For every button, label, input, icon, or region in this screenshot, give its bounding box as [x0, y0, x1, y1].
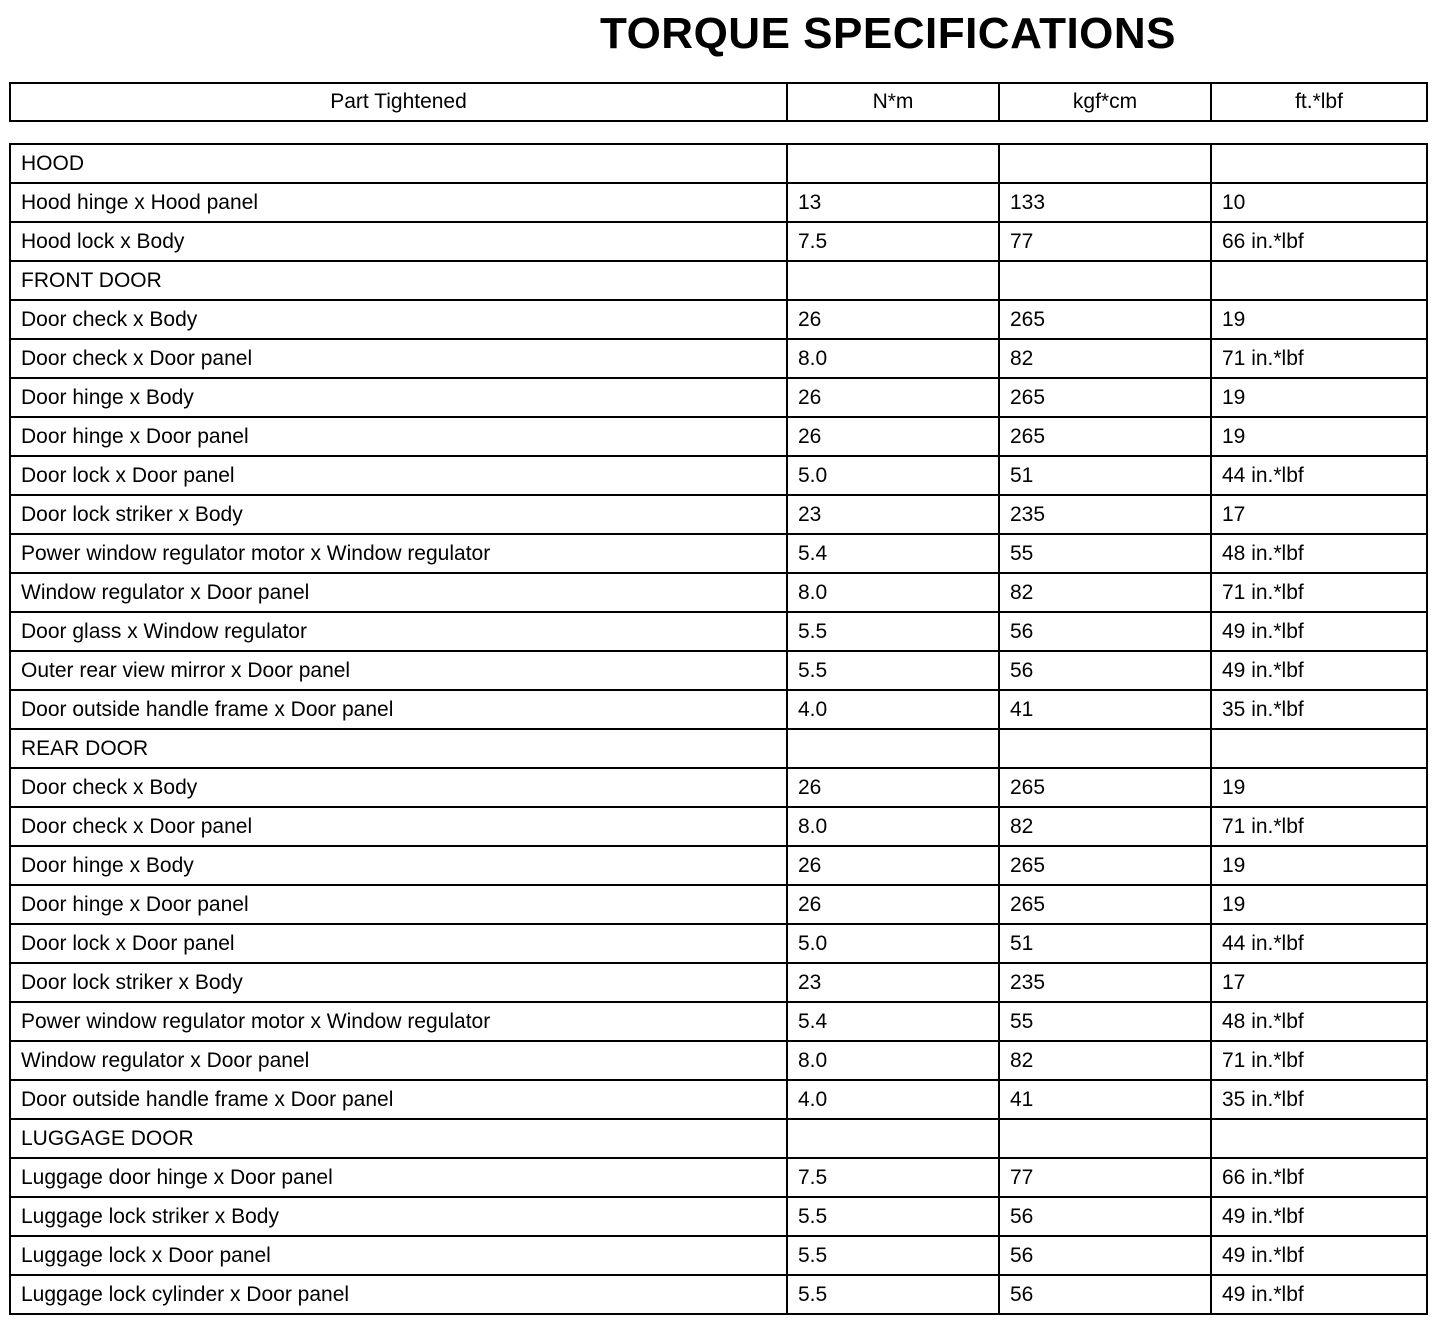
nm-cell: 5.4 [787, 534, 999, 573]
table-row [10, 885, 1427, 924]
kgf-cell: 82 [999, 573, 1211, 612]
nm-cell: 26 [787, 378, 999, 417]
ft-cell: 19 [1211, 300, 1427, 339]
part-cell: Power window regulator motor x Window regulator [10, 534, 787, 573]
nm-cell: 7.5 [787, 1158, 999, 1197]
ft-cell: 10 [1211, 183, 1427, 222]
nm-cell: 8.0 [787, 1041, 999, 1080]
table-row [10, 690, 1427, 729]
part-cell: Door outside handle frame x Door panel [10, 690, 787, 729]
nm-cell: 8.0 [787, 573, 999, 612]
ft-cell: 48 in.*lbf [1211, 1002, 1427, 1041]
ft-cell: 49 in.*lbf [1211, 612, 1427, 651]
page-title: TORQUE SPECIFICATIONS [600, 9, 1177, 58]
ft-cell [1211, 261, 1427, 300]
table-row [10, 1002, 1427, 1041]
part-cell: Door check x Door panel [10, 339, 787, 378]
part-cell: Door lock x Door panel [10, 924, 787, 963]
kgf-cell: 56 [999, 612, 1211, 651]
nm-cell: 26 [787, 885, 999, 924]
ft-cell: 71 in.*lbf [1211, 1041, 1427, 1080]
kgf-cell: 41 [999, 1080, 1211, 1119]
kgf-cell [999, 261, 1211, 300]
table-row [10, 1158, 1427, 1197]
nm-cell: 5.0 [787, 456, 999, 495]
ft-cell: 66 in.*lbf [1211, 1158, 1427, 1197]
table-row [10, 1041, 1427, 1080]
nm-cell: 8.0 [787, 339, 999, 378]
part-cell: Door lock striker x Body [10, 495, 787, 534]
table-row [10, 807, 1427, 846]
table-row [10, 222, 1427, 261]
header-row [10, 83, 1427, 121]
nm-cell: 26 [787, 300, 999, 339]
ft-cell: 71 in.*lbf [1211, 807, 1427, 846]
kgf-cell: 77 [999, 222, 1211, 261]
kgf-cell: 55 [999, 1002, 1211, 1041]
table-row [10, 924, 1427, 963]
kgf-cell: 133 [999, 183, 1211, 222]
table-row [10, 1236, 1427, 1275]
ft-cell: 19 [1211, 846, 1427, 885]
table-row [10, 651, 1427, 690]
kgf-cell: 265 [999, 846, 1211, 885]
nm-cell: 5.5 [787, 1275, 999, 1314]
table-row [10, 573, 1427, 612]
ft-cell: 17 [1211, 963, 1427, 1002]
ft-cell: 49 in.*lbf [1211, 1275, 1427, 1314]
nm-cell: 4.0 [787, 1080, 999, 1119]
ft-cell: 17 [1211, 495, 1427, 534]
nm-cell: 5.4 [787, 1002, 999, 1041]
part-cell: REAR DOOR [10, 729, 787, 768]
torque-table-body [10, 144, 1427, 1314]
ft-cell: 19 [1211, 885, 1427, 924]
part-cell: Outer rear view mirror x Door panel [10, 651, 787, 690]
part-cell: Door glass x Window regulator [10, 612, 787, 651]
nm-cell [787, 1119, 999, 1158]
ft-cell: 71 in.*lbf [1211, 573, 1427, 612]
part-cell: HOOD [21, 151, 84, 175]
table-row [10, 612, 1427, 651]
section-row [10, 729, 1427, 768]
ft-cell: 35 in.*lbf [1211, 1080, 1427, 1119]
nm-cell [787, 729, 999, 768]
part-cell: Door outside handle frame x Door panel [10, 1080, 787, 1119]
nm-cell: 7.5 [787, 222, 999, 261]
table-row [10, 846, 1427, 885]
nm-cell: 23 [787, 963, 999, 1002]
ft-cell: 19 [1211, 417, 1427, 456]
ft-cell [1211, 729, 1427, 768]
ft-cell: 35 in.*lbf [1211, 690, 1427, 729]
nm-cell: 13 [787, 183, 999, 222]
ft-cell: 44 in.*lbf [1211, 456, 1427, 495]
nm-cell: 5.5 [787, 1236, 999, 1275]
part-cell: Luggage lock striker x Body [10, 1197, 787, 1236]
part-cell: Door hinge x Body [10, 378, 787, 417]
part-cell: Hood lock x Body [10, 222, 787, 261]
part-cell: Door lock striker x Body [10, 963, 787, 1002]
part-cell: Door check x Body [10, 300, 787, 339]
table-row [10, 378, 1427, 417]
torque-table [9, 143, 1428, 1315]
kgf-cell: 82 [999, 339, 1211, 378]
kgf-cell: 265 [999, 378, 1211, 417]
ft-cell: 49 in.*lbf [1211, 1197, 1427, 1236]
kgf-cell: 82 [999, 807, 1211, 846]
kgf-cell: 56 [999, 1236, 1211, 1275]
nm-cell: 5.5 [787, 612, 999, 651]
section-row [10, 144, 1427, 183]
column-header-nm: N*m [787, 83, 999, 121]
table-row [10, 1197, 1427, 1236]
nm-cell [787, 144, 999, 183]
part-cell: Window regulator x Door panel [10, 573, 787, 612]
part-cell: Luggage lock cylinder x Door panel [10, 1275, 787, 1314]
nm-cell: 26 [787, 846, 999, 885]
kgf-cell: 77 [999, 1158, 1211, 1197]
ft-cell [1211, 1119, 1427, 1158]
kgf-cell [999, 1119, 1211, 1158]
kgf-cell: 235 [999, 495, 1211, 534]
part-cell: Door lock x Door panel [10, 456, 787, 495]
table-row [10, 339, 1427, 378]
table-row [10, 1275, 1427, 1314]
part-cell: Window regulator x Door panel [10, 1041, 787, 1080]
ft-cell: 19 [1211, 768, 1427, 807]
part-cell: Door hinge x Door panel [10, 417, 787, 456]
kgf-cell: 265 [999, 300, 1211, 339]
table-row [10, 534, 1427, 573]
nm-cell: 23 [787, 495, 999, 534]
kgf-cell: 235 [999, 963, 1211, 1002]
kgf-cell: 56 [999, 1275, 1211, 1314]
ft-cell: 49 in.*lbf [1211, 651, 1427, 690]
part-cell: Luggage lock x Door panel [10, 1236, 787, 1275]
nm-cell [787, 261, 999, 300]
table-row [10, 417, 1427, 456]
nm-cell: 26 [787, 768, 999, 807]
kgf-cell [999, 729, 1211, 768]
table-row [10, 1080, 1427, 1119]
kgf-cell: 55 [999, 534, 1211, 573]
kgf-cell: 41 [999, 690, 1211, 729]
column-header-part: Part Tightened [330, 90, 467, 113]
part-cell: Hood hinge x Hood panel [10, 183, 787, 222]
ft-cell: 66 in.*lbf [1211, 222, 1427, 261]
ft-cell: 48 in.*lbf [1211, 534, 1427, 573]
part-cell: Door check x Door panel [10, 807, 787, 846]
nm-cell: 5.5 [787, 651, 999, 690]
kgf-cell: 56 [999, 651, 1211, 690]
column-header-ft: ft.*lbf [1211, 83, 1427, 121]
kgf-cell: 265 [999, 768, 1211, 807]
kgf-cell: 265 [999, 885, 1211, 924]
table-row [10, 495, 1427, 534]
column-header-kgf: kgf*cm [999, 83, 1211, 121]
part-cell: LUGGAGE DOOR [10, 1119, 787, 1158]
section-row [10, 1119, 1427, 1158]
part-cell: FRONT DOOR [10, 261, 787, 300]
section-row [10, 261, 1427, 300]
part-cell: Door hinge x Body [10, 846, 787, 885]
table-row [10, 300, 1427, 339]
ft-cell: 71 in.*lbf [1211, 339, 1427, 378]
nm-cell: 26 [787, 417, 999, 456]
part-cell: Door hinge x Door panel [10, 885, 787, 924]
ft-cell [1211, 144, 1427, 183]
part-cell: Door check x Body [10, 768, 787, 807]
nm-cell: 5.5 [787, 1197, 999, 1236]
kgf-cell [999, 144, 1211, 183]
table-row [10, 183, 1427, 222]
ft-cell: 44 in.*lbf [1211, 924, 1427, 963]
kgf-cell: 51 [999, 924, 1211, 963]
ft-cell: 19 [1211, 378, 1427, 417]
table-row [10, 963, 1427, 1002]
table-row [10, 456, 1427, 495]
nm-cell: 5.0 [787, 924, 999, 963]
kgf-cell: 51 [999, 456, 1211, 495]
part-cell: Power window regulator motor x Window regulator [10, 1002, 787, 1041]
nm-cell: 8.0 [787, 807, 999, 846]
table-row [10, 768, 1427, 807]
nm-cell: 4.0 [787, 690, 999, 729]
part-cell: Luggage door hinge x Door panel [10, 1158, 787, 1197]
kgf-cell: 82 [999, 1041, 1211, 1080]
kgf-cell: 56 [999, 1197, 1211, 1236]
table-header [9, 82, 1428, 122]
ft-cell: 49 in.*lbf [1211, 1236, 1427, 1275]
kgf-cell: 265 [999, 417, 1211, 456]
